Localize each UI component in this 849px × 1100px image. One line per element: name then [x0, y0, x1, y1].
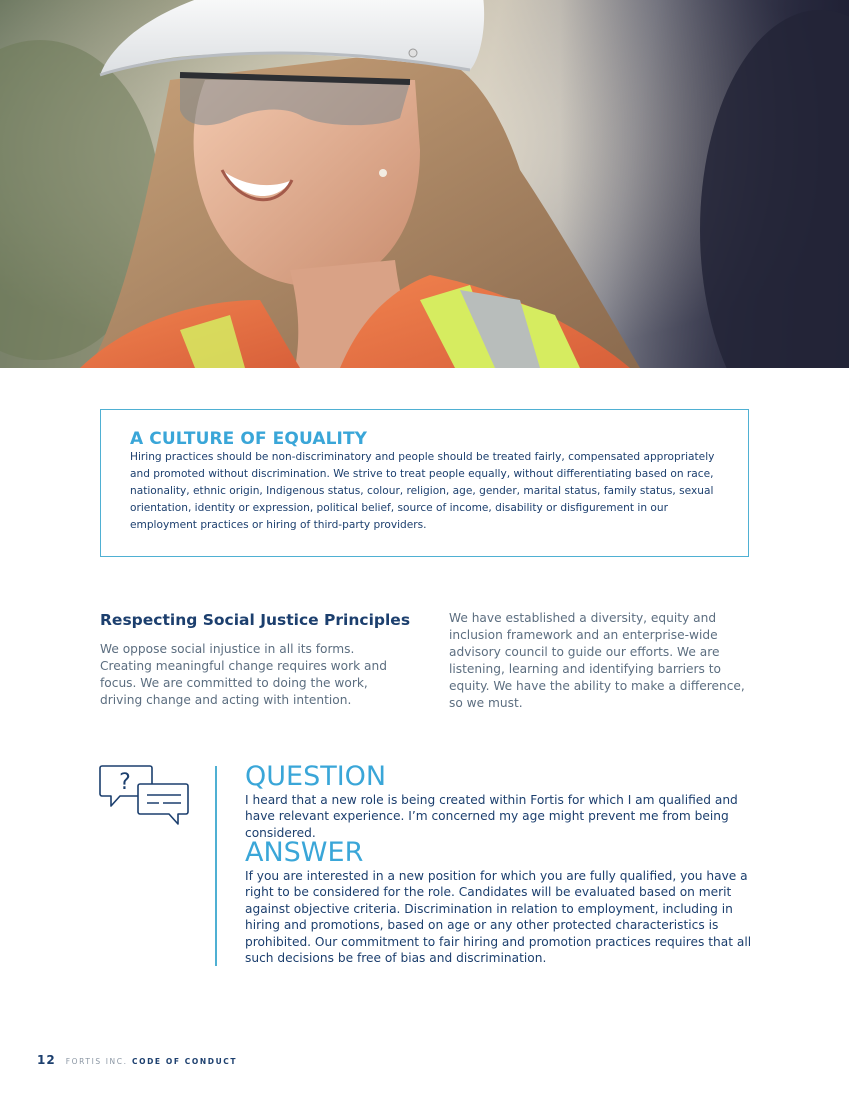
footer-document-title: CODE OF CONDUCT	[132, 1057, 238, 1066]
social-justice-left-text: We oppose social injustice in all its forms. Creating meaningful change requires work and focus. We are committed to doing the work, driving change and acting with intention.	[100, 642, 387, 707]
answer-text: If you are interested in a new position for which you are fully qualified, you have a right to be considered for the role. Candidates will be evaluated based on merit against objective criteria. Discrimination in relation to employment, including in hiring and promotions, based on age or any other protected characteristics is prohibited. Our commitment to fair hiring and promotion practices requires that all such decisions be free of bias and discrimination.	[245, 869, 752, 966]
culture-title: A CULTURE OF EQUALITY	[130, 429, 368, 449]
answer-block	[245, 838, 755, 966]
page-number: 12	[37, 1053, 56, 1067]
culture-callout-box	[100, 409, 749, 557]
social-justice-right-text: We have established a diversity, equity and inclusion framework and an enterprise-wide advisory council to guide our efforts. We are listening, learning and identifying barriers to equity. We have the ability to make a difference, so we must.	[449, 611, 745, 710]
culture-body: Hiring practices should be non-discriminatory and people should be treated fairly, compensated appropriately and promoted without discrimination. We strive to treat people equally, without differentiating based on race, nationality, ethnic origin, Indigenous status, colour, religion, age, gender, marital status, family status, sexual orientation, identity or expression, political belief, source of income, disability or disfigurement in our employment practices or hiring of third-party providers.	[130, 451, 715, 531]
question-chat-icon	[98, 762, 192, 832]
question-block	[245, 762, 755, 841]
qa-divider	[215, 766, 217, 966]
social-justice-heading: Respecting Social Justice Principles	[100, 611, 411, 629]
page-footer	[37, 1051, 237, 1069]
svg-text:?: ?	[119, 770, 131, 795]
hero-photo	[0, 0, 849, 368]
worker-in-hard-hat-photo	[0, 0, 849, 368]
question-heading: QUESTION	[245, 761, 387, 792]
footer-company: FORTIS INC.	[65, 1057, 128, 1066]
question-text: I heard that a new role is being created within Fortis for which I am qualified and have relevant experience. I’m concerned my age might prevent me from being considered.	[245, 793, 738, 840]
answer-heading: ANSWER	[245, 837, 364, 868]
